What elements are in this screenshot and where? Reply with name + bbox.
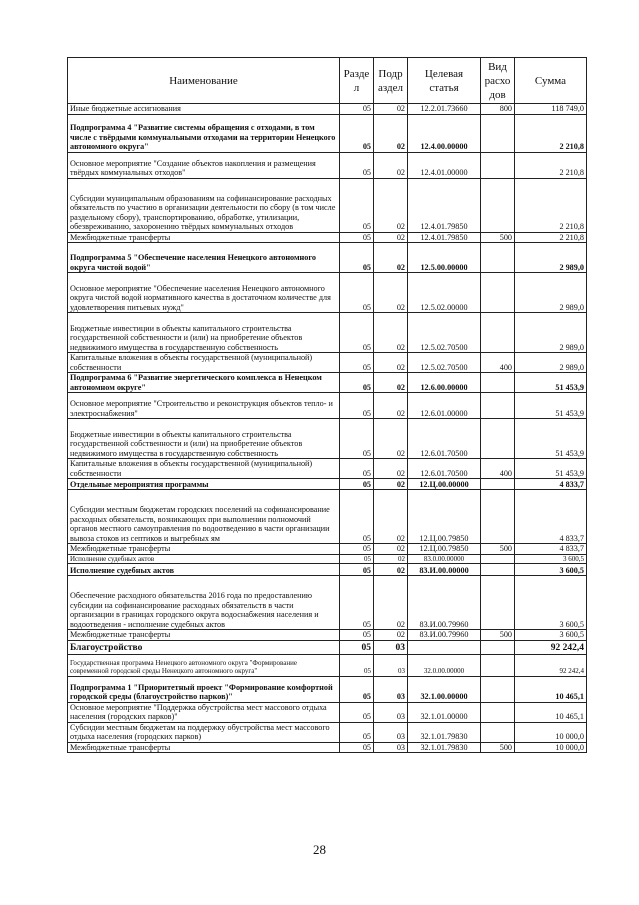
row-vid — [481, 313, 515, 353]
row-podrazdel: 02 — [374, 178, 408, 232]
row-target: 12.4.00.00000 — [408, 114, 481, 152]
row-razdel: 05 — [340, 676, 374, 702]
table-row — [68, 654, 587, 676]
row-razdel: 05 — [340, 313, 374, 353]
row-sum: 3 600,5 — [515, 630, 587, 641]
row-sum: 2 989,0 — [515, 243, 587, 273]
row-target: 12.6.01.70500 — [408, 459, 481, 479]
row-razdel: 05 — [340, 353, 374, 373]
row-target: 32.1.01.79830 — [408, 742, 481, 753]
row-target: 12.4.01.79850 — [408, 232, 481, 243]
table-row — [68, 232, 587, 243]
row-podrazdel: 03 — [374, 742, 408, 753]
row-vid — [481, 490, 515, 544]
row-vid — [481, 722, 515, 742]
row-sum: 10 000,0 — [515, 722, 587, 742]
row-podrazdel: 03 — [374, 640, 408, 654]
table-row — [68, 313, 587, 353]
row-sum: 2 989,0 — [515, 353, 587, 373]
row-name: Субсидии местным бюджетам на поддержку обустройства мест массового отдыха населения (городских парков) — [68, 722, 340, 742]
row-name: Межбюджетные трансферты — [68, 630, 340, 641]
row-name: Подпрограмма 1 "Приоритетный проект "Формирование комфортной городской среды (благоустройство парков)" — [68, 676, 340, 702]
row-name: Субсидии муниципальным образованиям на софинансирование расходных обязательств по участию в организации деятельности по сбору (в том числе раздельному сбору), транспортированию, обработке, утилизации, обезвреживанию, захоронению твёрдых коммунальных отходов — [68, 178, 340, 232]
row-razdel: 05 — [340, 419, 374, 459]
row-name: Бюджетные инвестиции в объекты капитального строительства государственной собственности и (или) на приобретение объектов недвижимого имущества в государственную собственность — [68, 313, 340, 353]
table-row — [68, 114, 587, 152]
table-row — [68, 722, 587, 742]
row-vid — [481, 419, 515, 459]
table-row — [68, 479, 587, 490]
table-row — [68, 564, 587, 576]
table-row — [68, 576, 587, 630]
header-vid: Вид расхо дов — [481, 58, 515, 104]
row-podrazdel: 02 — [374, 353, 408, 373]
row-podrazdel: 03 — [374, 722, 408, 742]
row-target: 12.6.00.00000 — [408, 373, 481, 393]
row-name: Капитальные вложения в объекты государственной (муниципальной) собственности — [68, 353, 340, 373]
table-row — [68, 353, 587, 373]
row-podrazdel: 02 — [374, 576, 408, 630]
header-podrazdel: Подр аздел — [374, 58, 408, 104]
row-podrazdel: 02 — [374, 114, 408, 152]
row-target: 12.2.01.73660 — [408, 104, 481, 115]
row-razdel: 05 — [340, 232, 374, 243]
row-target: 32.1.01.79830 — [408, 722, 481, 742]
table-row — [68, 152, 587, 178]
row-vid — [481, 178, 515, 232]
row-target: 12.5.02.00000 — [408, 273, 481, 313]
row-name: Обеспечение расходного обязательства 2016 года по предоставлению субсидии на софинансирование расходных обязательств в части организации в границах городского округа водоснабжения населения и водоотведения - исполнение судебных актов — [68, 576, 340, 630]
row-name: Межбюджетные трансферты — [68, 742, 340, 753]
table-row — [68, 544, 587, 555]
row-vid — [481, 393, 515, 419]
table-row — [68, 630, 587, 641]
row-razdel: 05 — [340, 393, 374, 419]
row-vid — [481, 114, 515, 152]
row-vid: 500 — [481, 232, 515, 243]
row-podrazdel: 02 — [374, 490, 408, 544]
row-sum: 3 600,5 — [515, 576, 587, 630]
row-podrazdel: 02 — [374, 393, 408, 419]
row-target: 12.Ц.00.79850 — [408, 544, 481, 555]
row-razdel: 05 — [340, 554, 374, 564]
row-target: 83.И.00.79960 — [408, 630, 481, 641]
row-razdel: 05 — [340, 114, 374, 152]
budget-table — [67, 57, 587, 753]
table-row — [68, 640, 587, 654]
table-row — [68, 742, 587, 753]
row-vid — [481, 640, 515, 654]
row-name: Субсидии местным бюджетам городских поселений на софинансирование расходных обязательств, возникающих при выполнении полномочий органов местного самоуправления по водоотведению в части организации вывоза стоков из септиков и выгребных ям — [68, 490, 340, 544]
row-name: Капитальные вложения в объекты государственной (муниципальной) собственности — [68, 459, 340, 479]
row-sum: 92 242,4 — [515, 640, 587, 654]
row-razdel: 05 — [340, 243, 374, 273]
row-name: Отдельные мероприятия программы — [68, 479, 340, 490]
row-podrazdel: 02 — [374, 373, 408, 393]
row-vid — [481, 152, 515, 178]
row-name: Подпрограмма 5 "Обеспечение населения Ненецкого автономного округа чистой водой" — [68, 243, 340, 273]
row-target: 12.4.01.00000 — [408, 152, 481, 178]
row-vid — [481, 554, 515, 564]
row-razdel: 05 — [340, 459, 374, 479]
row-sum: 2 210,8 — [515, 178, 587, 232]
row-razdel: 05 — [340, 630, 374, 641]
row-razdel: 05 — [340, 178, 374, 232]
row-name: Основное мероприятие "Поддержка обустройства мест массового отдыха населения (городских парков)" — [68, 702, 340, 722]
table-row — [68, 373, 587, 393]
row-podrazdel: 02 — [374, 554, 408, 564]
row-target — [408, 640, 481, 654]
row-razdel: 05 — [340, 702, 374, 722]
table-row — [68, 243, 587, 273]
row-name: Подпрограмма 6 "Развитие энергетического комплекса в Ненецком автономном округе" — [68, 373, 340, 393]
row-razdel: 05 — [340, 104, 374, 115]
row-podrazdel: 02 — [374, 243, 408, 273]
row-name: Основное мероприятие "Строительство и реконструкция объектов тепло- и электроснабжения" — [68, 393, 340, 419]
table-row — [68, 676, 587, 702]
row-podrazdel: 03 — [374, 702, 408, 722]
row-target: 32.1.01.00000 — [408, 702, 481, 722]
row-sum: 10 465,1 — [515, 676, 587, 702]
row-target: 12.5.02.70500 — [408, 313, 481, 353]
table-row — [68, 273, 587, 313]
row-sum: 2 989,0 — [515, 313, 587, 353]
row-vid: 500 — [481, 742, 515, 753]
row-name: Иные бюджетные ассигнования — [68, 104, 340, 115]
row-sum: 92 242,4 — [515, 654, 587, 676]
row-sum: 2 210,8 — [515, 152, 587, 178]
header-target: Целевая статья — [408, 58, 481, 104]
row-target: 12.5.00.00000 — [408, 243, 481, 273]
row-sum: 10 465,1 — [515, 702, 587, 722]
row-razdel: 05 — [340, 373, 374, 393]
row-name: Государственная программа Ненецкого автономного округа "Формирование современной городской среды Ненецкого автономного округа" — [68, 654, 340, 676]
table-row — [68, 554, 587, 564]
row-podrazdel: 02 — [374, 152, 408, 178]
row-razdel: 05 — [340, 564, 374, 576]
row-podrazdel: 02 — [374, 479, 408, 490]
table-row — [68, 490, 587, 544]
row-vid: 500 — [481, 630, 515, 641]
row-podrazdel: 02 — [374, 564, 408, 576]
row-sum: 2 989,0 — [515, 273, 587, 313]
row-sum: 4 833,7 — [515, 479, 587, 490]
row-razdel: 05 — [340, 722, 374, 742]
row-razdel: 05 — [340, 490, 374, 544]
row-razdel: 05 — [340, 742, 374, 753]
row-target: 12.5.02.70500 — [408, 353, 481, 373]
row-podrazdel: 02 — [374, 273, 408, 313]
row-sum: 2 210,8 — [515, 232, 587, 243]
row-razdel: 05 — [340, 640, 374, 654]
row-target: 83.И.00.00000 — [408, 564, 481, 576]
row-target: 12.4.01.79850 — [408, 178, 481, 232]
row-sum: 51 453,9 — [515, 373, 587, 393]
header-sum: Сумма — [515, 58, 587, 104]
row-sum: 4 833,7 — [515, 544, 587, 555]
header-razdel: Разде л — [340, 58, 374, 104]
row-podrazdel: 02 — [374, 630, 408, 641]
row-podrazdel: 02 — [374, 544, 408, 555]
row-podrazdel: 03 — [374, 676, 408, 702]
row-podrazdel: 02 — [374, 419, 408, 459]
row-razdel: 05 — [340, 576, 374, 630]
row-razdel: 05 — [340, 479, 374, 490]
table-row — [68, 702, 587, 722]
row-target: 12.6.01.70500 — [408, 419, 481, 459]
page-number: 28 — [313, 842, 326, 857]
row-sum: 4 833,7 — [515, 490, 587, 544]
table-body — [68, 104, 587, 753]
row-target: 32.1.00.00000 — [408, 676, 481, 702]
row-name: Бюджетные инвестиции в объекты капитального строительства государственной собственности и (или) на приобретение объектов недвижимого имущества в государственную собственность — [68, 419, 340, 459]
row-podrazdel: 02 — [374, 459, 408, 479]
row-sum: 10 000,0 — [515, 742, 587, 753]
row-podrazdel: 02 — [374, 232, 408, 243]
row-vid — [481, 243, 515, 273]
row-podrazdel: 03 — [374, 654, 408, 676]
row-name: Исполнение судебных актов — [68, 554, 340, 564]
row-sum: 118 749,0 — [515, 104, 587, 115]
row-vid — [481, 373, 515, 393]
table-row — [68, 419, 587, 459]
row-razdel: 05 — [340, 544, 374, 555]
row-vid: 800 — [481, 104, 515, 115]
row-name: Межбюджетные трансферты — [68, 232, 340, 243]
row-target: 83.0.00.00000 — [408, 554, 481, 564]
table-row — [68, 178, 587, 232]
row-podrazdel: 02 — [374, 104, 408, 115]
row-name: Межбюджетные трансферты — [68, 544, 340, 555]
row-target: 12.Ц.00.79850 — [408, 490, 481, 544]
row-vid — [481, 676, 515, 702]
row-name: Основное мероприятие "Обеспечение населения Ненецкого автономного округа чистой водой нормативного качества в достаточном количестве для удовлетворения питьевых нужд" — [68, 273, 340, 313]
row-target: 32.0.00.00000 — [408, 654, 481, 676]
row-target: 12.6.01.00000 — [408, 393, 481, 419]
row-sum: 2 210,8 — [515, 114, 587, 152]
row-razdel: 05 — [340, 273, 374, 313]
row-razdel: 05 — [340, 152, 374, 178]
row-vid: 400 — [481, 353, 515, 373]
row-name: Подпрограмма 4 "Развитие системы обращения с отходами, в том числе с твёрдыми коммунальными отходами на территории Ненецкого автономного округа" — [68, 114, 340, 152]
row-name: Благоустройство — [68, 640, 340, 654]
row-sum: 3 600,5 — [515, 554, 587, 564]
row-sum: 3 600,5 — [515, 564, 587, 576]
row-sum: 51 453,9 — [515, 393, 587, 419]
row-vid: 500 — [481, 544, 515, 555]
table-row — [68, 459, 587, 479]
row-vid — [481, 273, 515, 313]
row-vid — [481, 702, 515, 722]
row-sum: 51 453,9 — [515, 459, 587, 479]
row-podrazdel: 02 — [374, 313, 408, 353]
row-target: 12.Ц.00.00000 — [408, 479, 481, 490]
row-vid: 400 — [481, 459, 515, 479]
row-sum: 51 453,9 — [515, 419, 587, 459]
row-target: 83.И.00.79960 — [408, 576, 481, 630]
table-row — [68, 104, 587, 115]
row-vid — [481, 479, 515, 490]
row-vid — [481, 654, 515, 676]
table-header-row — [68, 58, 587, 104]
row-name: Основное мероприятие "Создание объектов накопления и размещения твёрдых коммунальных отходов" — [68, 152, 340, 178]
row-razdel: 05 — [340, 654, 374, 676]
header-name: Наименование — [68, 58, 340, 104]
row-vid — [481, 564, 515, 576]
row-vid — [481, 576, 515, 630]
table-row — [68, 393, 587, 419]
row-name: Исполнение судебных актов — [68, 564, 340, 576]
